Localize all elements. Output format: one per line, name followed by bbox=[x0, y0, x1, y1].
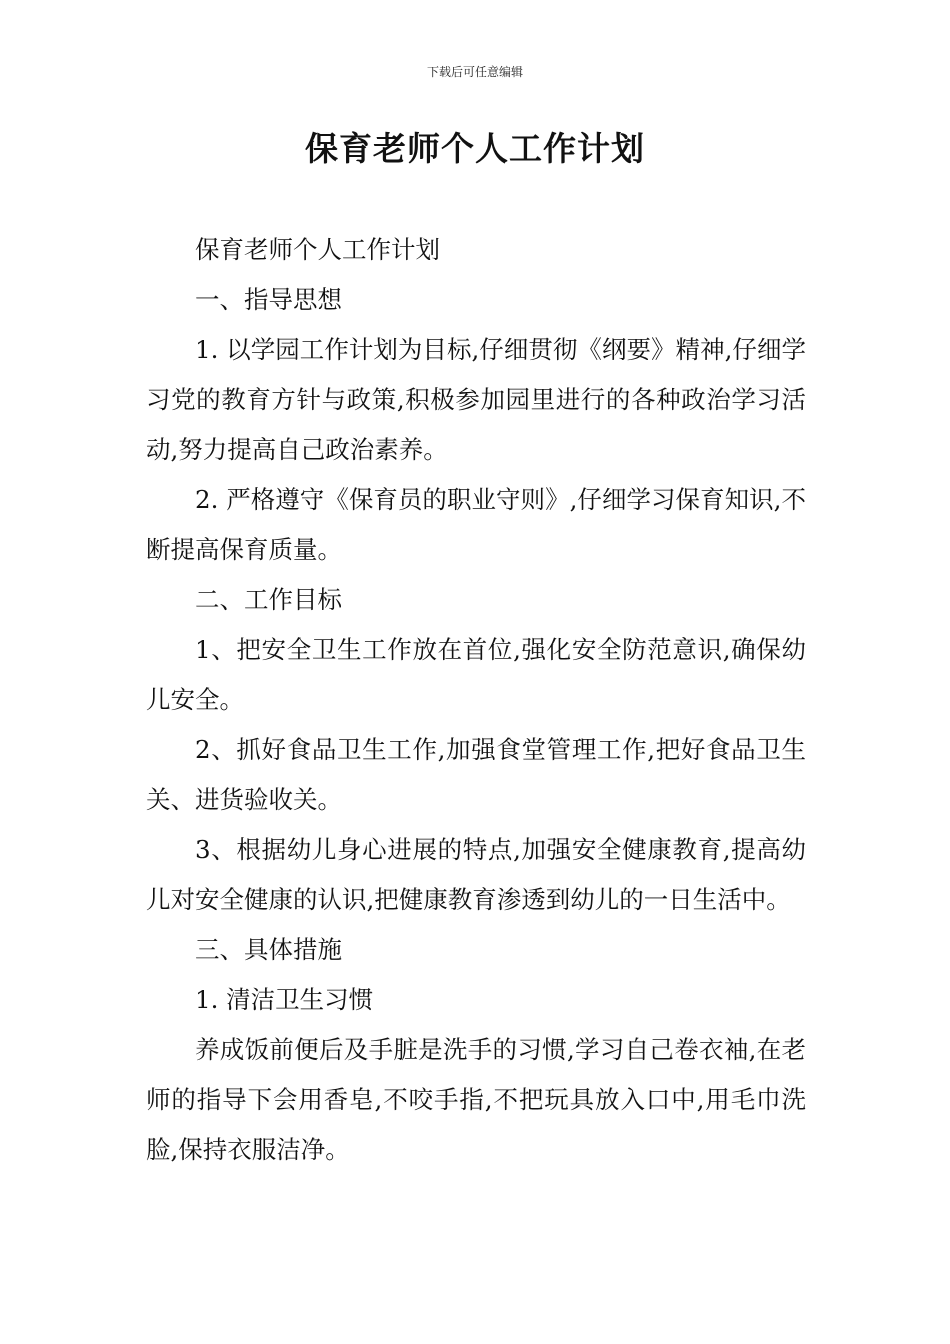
paragraph: 2、抓好食品卫生工作,加强食堂管理工作,把好食品卫生关、进货验收关。 bbox=[146, 735, 806, 814]
section-heading-specific-measures: 三、具体措施 bbox=[195, 935, 342, 964]
paragraph-subtitle: 保育老师个人工作计划 bbox=[195, 235, 440, 264]
paragraph: 1. 以学园工作计划为目标,仔细贯彻《纲要》精神,仔细学习党的教育方针与政策,积极参加园里进行的各种政治学习活动,努力提高自己政治素养。 bbox=[146, 335, 806, 464]
section-heading-work-goals: 二、工作目标 bbox=[195, 585, 342, 614]
section-heading-guiding-ideas: 一、指导思想 bbox=[195, 285, 342, 314]
subsection-heading: 1. 清洁卫生习惯 bbox=[195, 985, 374, 1014]
paragraph: 1、把安全卫生工作放在首位,强化安全防范意识,确保幼儿安全。 bbox=[146, 635, 806, 714]
paragraph: 3、根据幼儿身心进展的特点,加强安全健康教育,提高幼儿对安全健康的认识,把健康教育渗透到幼儿的一日生活中。 bbox=[146, 835, 806, 914]
paragraph: 养成饭前便后及手脏是洗手的习惯,学习自己卷衣袖,在老师的指导下会用香皂,不咬手指,不把玩具放入口中,用毛巾洗脸,保持衣服洁净。 bbox=[146, 1035, 806, 1164]
document-title: 保育老师个人工作计划 bbox=[305, 129, 645, 168]
document-body bbox=[146, 225, 806, 1175]
paragraph: 2. 严格遵守《保育员的职业守则》,仔细学习保育知识,不断提高保育质量。 bbox=[146, 485, 806, 564]
page-header-note: 下载后可任意编辑 bbox=[426, 65, 523, 79]
